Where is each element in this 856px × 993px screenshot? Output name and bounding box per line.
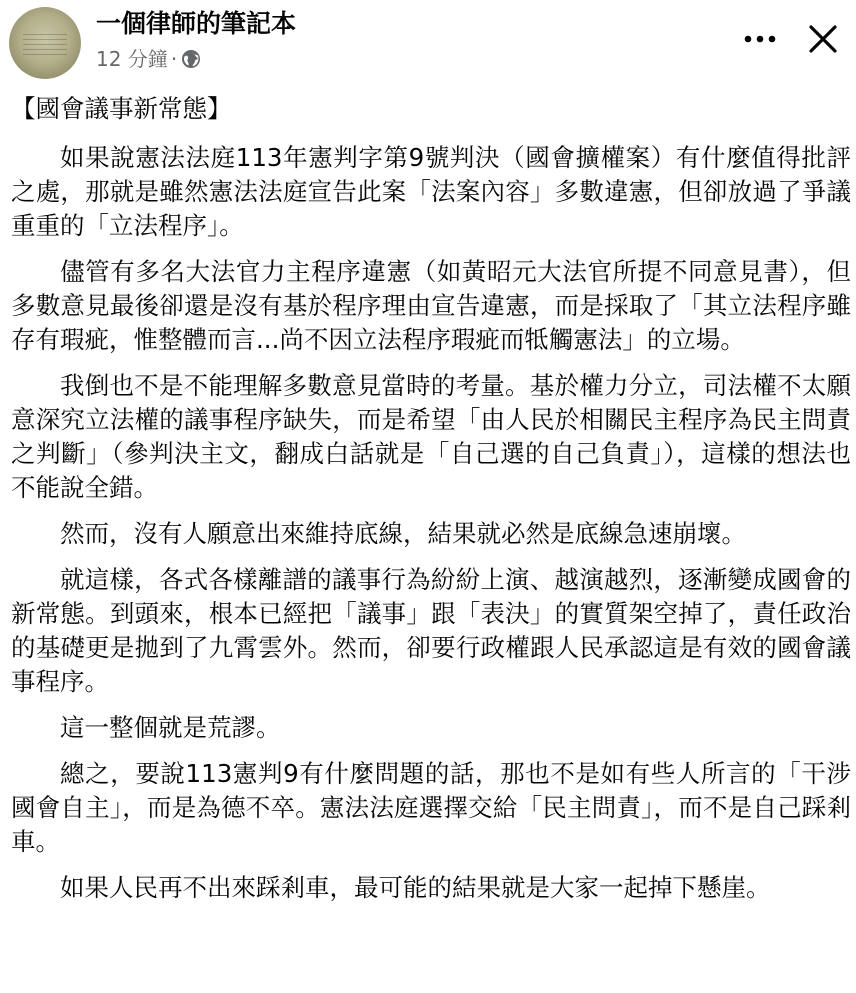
- page-avatar[interactable]: [9, 7, 81, 79]
- post-text: [11, 92, 851, 917]
- post-header: [0, 0, 856, 90]
- post-paragraph: 總之，要說113憲判9有什麼問題的話，那也不是如有些人所言的「干涉國會自主」，而是為德不卒。憲法法庭選擇交給「民主問責」，而不是自己踩剎車。: [11, 759, 851, 856]
- post-timestamp[interactable]: 12 分鐘: [96, 47, 168, 71]
- post-paragraph: 如果人民再不出來踩剎車，最可能的結果就是大家一起掉下懸崖。: [60, 873, 771, 902]
- post-heading: 【國會議事新常態】: [11, 94, 232, 123]
- globe-icon[interactable]: [181, 49, 201, 69]
- post-meta: [96, 46, 201, 72]
- avatar-image: [23, 31, 67, 55]
- post-paragraph: 就這樣，各式各樣離譜的議事行為紛紛上演、越演越烈，逐漸變成國會的新常態。到頭來，根本已經把「議事」跟「表決」的實質架空掉了，責任政治的基礎更是拋到了九霄雲外。然而，卻要行政權跟人民承認這是有效的國會議事程序。: [11, 565, 851, 696]
- post-paragraph: 然而，沒有人願意出來維持底線，結果就必然是底線急速崩壞。: [60, 519, 746, 548]
- post-paragraph: 儘管有多名大法官力主程序違憲（如黃昭元大法官所提不同意見書），但多數意見最後卻還是沒有基於程序理由宣告違憲，而是採取了「其立法程序雖存有瑕疵，惟整體而言...尚不因立法程序瑕疵而牴觸憲法」的立場。: [11, 257, 851, 354]
- meta-separator: ·: [170, 47, 178, 71]
- post-paragraph: 這一整個就是荒謬。: [60, 713, 281, 742]
- more-horizontal-icon[interactable]: [738, 22, 782, 56]
- post-paragraph: 我倒也不是不能理解多數意見當時的考量。基於權力分立，司法權不太願意深究立法權的議事程序缺失，而是希望「由人民於相關民主程序為民主問責之判斷」（參判決主文，翻成白話就是「自己選的自己負責」），這樣的想法也不能說全錯。: [11, 371, 851, 502]
- post-paragraph: 如果說憲法法庭113年憲判字第9號判決（國會擴權案）有什麼值得批評之處，那就是雖然憲法法庭宣告此案「法案內容」多數違憲，但卻放過了爭議重重的「立法程序」。: [11, 143, 851, 240]
- close-icon[interactable]: [800, 16, 846, 62]
- page-name-link[interactable]: 一個律師的筆記本: [96, 9, 297, 38]
